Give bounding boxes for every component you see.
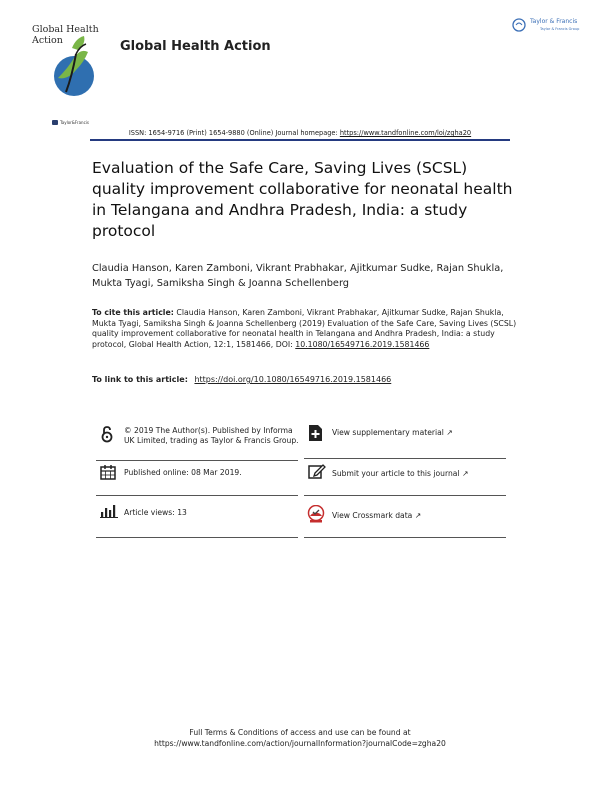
supplementary-link[interactable] xyxy=(332,428,507,438)
journal-homepage-link[interactable]: https://www.tandfonline.com/loi/zgha20 xyxy=(339,129,472,137)
external-link-icon: ↗ xyxy=(414,511,422,520)
crossmark-link[interactable] xyxy=(332,511,507,521)
submit-label[interactable]: Submit your article to this journal xyxy=(332,469,460,478)
submit-article-link[interactable] xyxy=(332,469,507,479)
cite-text: Claudia Hanson, Karen Zamboni, Vikrant Prabhakar, Ajitkumar Sudke, Rajan Shukla, Mukta Tyagi, Samiksha Singh & Joanna Schellenberg (2019) Evaluation of the Safe Care, Saving Lives (SCSL) quality improvement collaborative for neonatal health in Telangana and Andhra Pradesh, India: a study protocol, Global Health Action, 12:1, 1581466, DOI: xyxy=(92,308,517,349)
link-block xyxy=(92,375,522,384)
citation-block xyxy=(92,308,522,350)
article-authors: Claudia Hanson, Karen Zamboni, Vikrant Prabhakar, Ajitkumar Sudke, Rajan Shukla, Mukta Tyagi, Samiksha Singh & Joanna Schellenberg xyxy=(92,263,504,289)
license-text: © 2019 The Author(s). Published by Informa UK Limited, trading as Taylor & Francis Group. xyxy=(124,426,299,445)
footer-terms-link[interactable]: https://www.tandfonline.com/action/journalInformation?journalCode=zgha20 xyxy=(154,739,446,748)
grid-divider xyxy=(304,458,506,459)
journal-logo-line1: Global Health xyxy=(32,24,99,35)
external-link-icon: ↗ xyxy=(461,469,469,478)
journal-logo-line2: Action xyxy=(32,35,63,46)
badge-text: Taylor&Francis xyxy=(60,120,89,125)
calendar-icon xyxy=(100,464,116,480)
crossmark-label[interactable]: View Crossmark data xyxy=(332,511,413,520)
crossmark-icon[interactable] xyxy=(307,505,325,523)
published-date: Published online: 08 Mar 2019. xyxy=(124,468,242,477)
cite-label: To cite this article: xyxy=(92,308,174,317)
external-link-icon: ↗ xyxy=(446,428,453,437)
grid-divider xyxy=(96,460,298,461)
submit-edit-icon[interactable] xyxy=(308,463,326,479)
publisher-sub: Taylor & Francis Group xyxy=(540,27,580,31)
link-label: To link to this article: xyxy=(92,375,188,384)
issn-text: ISSN: 1654-9716 (Print) 1654-9880 (Online) Journal homepage: xyxy=(128,129,338,137)
bar-chart-icon xyxy=(100,504,118,518)
article-title: Evaluation of the Safe Care, Saving Lives (SCSL) quality improvement collaborative for neonatal health in Telangana and Andhra Pradesh, India: a study protocol xyxy=(92,159,513,240)
supplementary-icon[interactable] xyxy=(308,424,323,442)
journal-name[interactable]: Global Health Action xyxy=(120,39,271,54)
open-access-icon xyxy=(100,425,114,443)
grid-divider xyxy=(96,495,298,496)
supplementary-label[interactable]: View supplementary material xyxy=(332,428,444,437)
grid-divider xyxy=(304,537,506,538)
header-divider xyxy=(90,139,510,141)
issn-line xyxy=(0,129,600,137)
cite-doi-link[interactable]: 10.1080/16549716.2019.1581466 xyxy=(295,339,430,349)
badge-icon xyxy=(52,120,58,125)
footer xyxy=(0,727,600,749)
article-doi-link[interactable]: https://doi.org/10.1080/16549716.2019.1581466 xyxy=(194,375,392,384)
article-views: Article views: 13 xyxy=(124,508,187,517)
publisher-name: Taylor & Francis xyxy=(530,18,578,25)
journal-logo-text xyxy=(32,24,99,46)
grid-divider xyxy=(96,537,298,538)
publisher-badge xyxy=(52,120,89,125)
footer-terms-text: Full Terms & Conditions of access and use can be found at xyxy=(189,728,411,737)
grid-divider xyxy=(304,495,506,496)
